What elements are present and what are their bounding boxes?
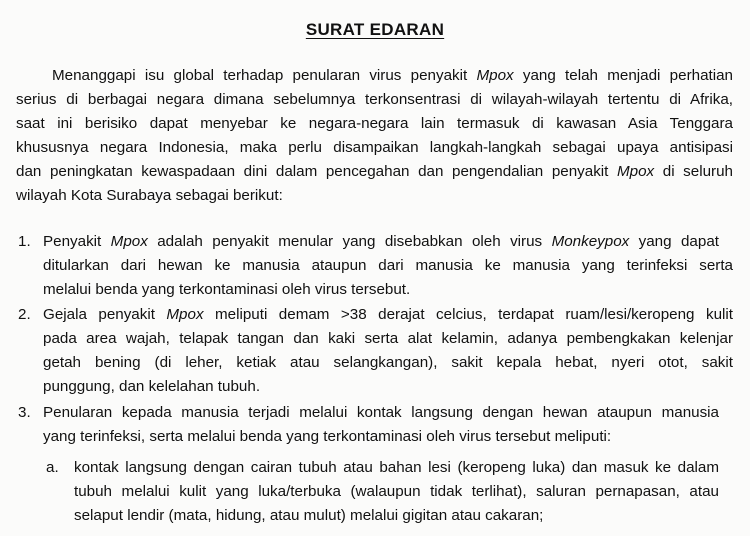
sublist-item-line: selaput lendir (mata, hidung, atau mulut) melalui gigitan atau cakaran;	[74, 507, 544, 524]
sublist-item-line: kontak langsung dengan cairan tubuh atau bahan lesi (keropeng luka) dan masuk ke dalam	[74, 459, 719, 476]
intro-line: wilayah Kota Surabaya sebagai berikut:	[16, 187, 283, 204]
list-item-line: yang terinfeksi, serta melalui benda yang terkontaminasi oleh virus tersebut meliputi:	[43, 428, 612, 445]
list-item-line: Penularan kepada manusia terjadi melalui kontak langsung dengan hewan ataupun manusia	[43, 404, 719, 421]
sublist-item-line: tubuh melalui kulit yang luka/terbuka (walaupun tidak terlihat), saluran pernapasan, atau	[74, 483, 719, 500]
list-item-line: pada area wajah, telapak tangan dan kaki serta alat kelamin, adanya pembengkakan kelenjar	[43, 330, 733, 347]
intro-line: Menanggapi isu global terhadap penularan virus penyakit Mpox yang telah menjadi perhatian	[52, 67, 734, 84]
list-item-line: ditularkan dari hewan ke manusia ataupun dari manusia ke manusia yang terinfeksi serta	[43, 257, 733, 274]
list-item-line: melalui benda yang terkontaminasi oleh virus tersebut.	[43, 281, 411, 298]
list-item-line: Penyakit Mpox adalah penyakit menular yang disebabkan oleh virus Monkeypox yang dapat	[43, 233, 719, 250]
intro-line: saat ini berisiko dapat menyebar ke negara-negara lain termasuk di kawasan Asia Tenggara	[16, 115, 733, 132]
sublist-letter: a.	[46, 459, 59, 476]
intro-line: serius di berbagai negara dimana sebelumnya terkonsentrasi di wilayah-wilayah tertentu di Afrika,	[16, 91, 733, 108]
intro-line: khususnya negara Indonesia, maka perlu disampaikan langkah-langkah sebagai upaya antisipasi	[16, 139, 733, 156]
document-title: SURAT EDARAN	[305, 20, 445, 39]
list-number: 1.	[18, 233, 31, 250]
list-item-line: punggung, dan kelelahan tubuh.	[43, 378, 261, 395]
list-number: 3.	[18, 404, 31, 421]
list-number: 2.	[18, 306, 31, 323]
list-item-line: getah bening (di leher, ketiak atau selangkangan), sakit kepala hebat, nyeri otot, sakit	[43, 354, 733, 371]
intro-line: dan peningkatan kewaspadaan dini dalam pencegahan dan pengendalian penyakit Mpox di seluruh	[16, 163, 733, 180]
list-item-line: Gejala penyakit Mpox meliputi demam >38 derajat celcius, terdapat ruam/lesi/keropeng kulit	[43, 306, 733, 323]
